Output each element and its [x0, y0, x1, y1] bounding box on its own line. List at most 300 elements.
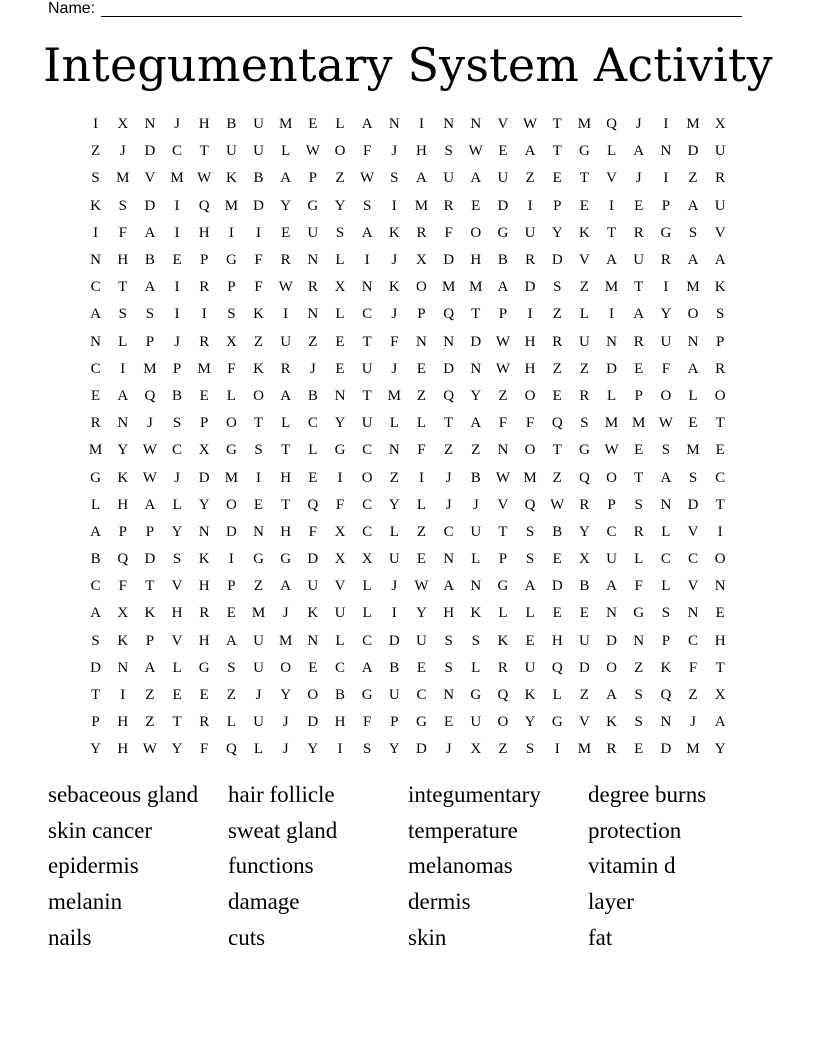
grid-letter[interactable]: F [634, 578, 643, 595]
grid-letter[interactable]: M [604, 415, 619, 432]
grid-letter[interactable]: T [145, 578, 155, 595]
grid-letter[interactable]: E [552, 605, 562, 622]
grid-letter[interactable]: C [90, 279, 101, 296]
grid-letter[interactable]: B [172, 387, 183, 404]
grid-letter[interactable]: A [280, 578, 292, 595]
grid-letter[interactable]: N [443, 333, 455, 350]
grid-letter[interactable]: D [416, 741, 427, 758]
grid-letter[interactable]: M [251, 605, 266, 622]
grid-letter[interactable]: B [389, 659, 400, 676]
grid-letter[interactable]: X [334, 279, 346, 296]
grid-letter[interactable]: Z [335, 170, 345, 187]
grid-letter[interactable]: N [144, 116, 156, 133]
grid-letter[interactable]: L [416, 496, 427, 513]
grid-letter[interactable]: K [497, 632, 509, 649]
grid-letter[interactable]: W [142, 741, 157, 758]
grid-letter[interactable]: R [579, 387, 590, 404]
grid-letter[interactable]: U [443, 170, 455, 187]
grid-letter[interactable]: D [660, 741, 672, 758]
grid-letter[interactable]: S [118, 197, 127, 214]
grid-letter[interactable]: P [227, 279, 236, 296]
grid-letter[interactable]: V [578, 714, 590, 731]
grid-letter[interactable]: E [172, 687, 182, 704]
grid-letter[interactable]: A [497, 279, 509, 296]
grid-letter[interactable]: E [416, 659, 427, 676]
grid-letter[interactable]: A [714, 714, 726, 731]
grid-letter[interactable]: H [117, 496, 129, 513]
grid-letter[interactable]: J [119, 143, 126, 160]
grid-letter[interactable]: D [551, 578, 563, 595]
grid-letter[interactable]: A [144, 659, 156, 676]
name-underline[interactable] [101, 1, 742, 17]
grid-letter[interactable]: A [90, 605, 101, 622]
grid-letter[interactable]: N [307, 252, 319, 269]
grid-letter[interactable]: P [200, 415, 209, 432]
grid-letter[interactable]: J [282, 714, 289, 731]
grid-letter[interactable]: R [579, 496, 590, 513]
grid-letter[interactable]: K [253, 306, 264, 323]
grid-letter[interactable]: O [225, 415, 237, 432]
grid-letter[interactable]: M [88, 442, 103, 459]
grid-letter[interactable]: Y [171, 523, 183, 540]
grid-letter[interactable]: C [688, 551, 699, 568]
grid-letter[interactable]: G [90, 469, 101, 486]
grid-letter[interactable]: D [606, 632, 617, 649]
grid-letter[interactable]: T [118, 279, 128, 296]
grid-letter[interactable]: B [90, 551, 101, 568]
grid-letter[interactable]: Z [253, 578, 264, 595]
grid-letter[interactable]: I [717, 523, 723, 540]
grid-letter[interactable]: N [660, 143, 672, 160]
grid-letter[interactable]: J [472, 496, 479, 513]
grid-letter[interactable]: T [172, 714, 182, 731]
grid-letter[interactable]: R [633, 333, 644, 350]
grid-letter[interactable]: U [253, 714, 264, 731]
grid-letter[interactable]: R [525, 252, 536, 269]
grid-letter[interactable]: L [118, 333, 128, 350]
grid-letter[interactable]: A [225, 632, 237, 649]
grid-letter[interactable]: D [144, 197, 156, 214]
grid-letter[interactable]: P [498, 551, 508, 568]
grid-letter[interactable]: I [228, 551, 234, 568]
grid-letter[interactable]: E [471, 197, 481, 214]
grid-letter[interactable]: S [254, 442, 263, 459]
grid-letter[interactable]: T [362, 387, 372, 404]
grid-letter[interactable]: U [253, 659, 264, 676]
grid-letter[interactable]: E [308, 659, 318, 676]
grid-letter[interactable]: B [253, 170, 264, 187]
grid-letter[interactable]: J [391, 252, 398, 269]
grid-letter[interactable]: E [634, 741, 644, 758]
grid-letter[interactable]: E [226, 605, 236, 622]
grid-letter[interactable]: L [471, 659, 481, 676]
grid-letter[interactable]: L [226, 387, 236, 404]
grid-letter[interactable]: L [335, 306, 345, 323]
grid-letter[interactable]: A [660, 469, 672, 486]
grid-letter[interactable]: M [604, 279, 619, 296]
grid-letter[interactable]: D [253, 197, 264, 214]
grid-letter[interactable]: U [606, 551, 617, 568]
grid-letter[interactable]: Z [471, 442, 481, 459]
grid-letter[interactable]: W [495, 360, 510, 377]
grid-letter[interactable]: E [634, 442, 644, 459]
grid-letter[interactable]: T [90, 687, 101, 704]
grid-letter[interactable]: D [497, 197, 509, 214]
grid-letter[interactable]: T [606, 224, 617, 241]
grid-letter[interactable]: R [280, 360, 291, 377]
grid-letter[interactable]: D [388, 632, 400, 649]
grid-letter[interactable]: W [468, 143, 483, 160]
grid-letter[interactable]: B [579, 578, 590, 595]
grid-letter[interactable]: T [552, 116, 562, 133]
grid-letter[interactable]: M [143, 360, 157, 377]
grid-letter[interactable]: K [117, 469, 129, 486]
grid-letter[interactable]: G [416, 714, 427, 731]
grid-letter[interactable]: X [578, 551, 590, 568]
grid-letter[interactable]: D [307, 551, 319, 568]
grid-letter[interactable]: C [334, 659, 345, 676]
grid-letter[interactable]: S [716, 306, 725, 323]
grid-letter[interactable]: M [116, 170, 130, 187]
grid-letter[interactable]: M [224, 469, 239, 486]
grid-letter[interactable]: F [362, 143, 372, 160]
grid-letter[interactable]: H [117, 741, 129, 758]
grid-letter[interactable]: O [361, 469, 373, 486]
grid-letter[interactable]: O [714, 387, 726, 404]
grid-letter[interactable]: A [443, 578, 455, 595]
grid-letter[interactable]: E [634, 360, 644, 377]
grid-letter[interactable]: P [417, 306, 426, 323]
grid-letter[interactable]: R [416, 224, 427, 241]
grid-letter[interactable]: D [144, 551, 156, 568]
grid-letter[interactable]: S [145, 306, 155, 323]
grid-letter[interactable]: H [524, 333, 536, 350]
grid-letter[interactable]: C [90, 578, 101, 595]
grid-letter[interactable]: A [524, 578, 536, 595]
grid-letter[interactable]: A [606, 252, 617, 269]
grid-letter[interactable]: W [278, 279, 293, 296]
grid-letter[interactable]: G [497, 224, 509, 241]
grid-letter[interactable]: T [281, 496, 291, 513]
grid-letter[interactable]: F [254, 252, 263, 269]
grid-letter[interactable]: A [90, 523, 101, 540]
grid-letter[interactable]: D [90, 659, 101, 676]
grid-letter[interactable]: O [470, 224, 482, 241]
grid-letter[interactable]: O [660, 387, 672, 404]
grid-letter[interactable]: N [470, 116, 482, 133]
grid-letter[interactable]: I [337, 741, 343, 758]
grid-letter[interactable]: N [90, 333, 101, 350]
grid-letter[interactable]: Z [579, 360, 589, 377]
grid-letter[interactable]: R [497, 659, 508, 676]
grid-letter[interactable]: P [145, 523, 155, 540]
grid-letter[interactable]: H [198, 632, 210, 649]
grid-letter[interactable]: C [172, 442, 183, 459]
grid-letter[interactable]: S [525, 523, 535, 540]
grid-letter[interactable]: M [577, 741, 592, 758]
grid-letter[interactable]: A [714, 252, 726, 269]
grid-letter[interactable]: M [523, 469, 537, 486]
grid-letter[interactable]: Z [416, 387, 427, 404]
grid-letter[interactable]: R [633, 224, 644, 241]
grid-letter[interactable]: Z [634, 659, 644, 676]
grid-letter[interactable]: L [90, 496, 101, 513]
grid-letter[interactable]: N [660, 496, 672, 513]
grid-letter[interactable]: F [390, 333, 399, 350]
grid-letter[interactable]: E [579, 197, 589, 214]
grid-letter[interactable]: T [444, 415, 454, 432]
grid-letter[interactable]: P [91, 714, 100, 731]
grid-letter[interactable]: G [497, 578, 509, 595]
grid-letter[interactable]: H [470, 252, 482, 269]
grid-letter[interactable]: A [606, 578, 617, 595]
grid-letter[interactable]: Q [524, 496, 536, 513]
grid-letter[interactable]: S [390, 170, 399, 187]
grid-letter[interactable]: T [715, 659, 725, 676]
grid-letter[interactable]: H [524, 360, 536, 377]
grid-letter[interactable]: O [524, 442, 536, 459]
grid-letter[interactable]: V [171, 632, 183, 649]
grid-letter[interactable]: M [197, 360, 211, 377]
grid-letter[interactable]: L [335, 116, 345, 133]
grid-letter[interactable]: Z [688, 170, 698, 187]
grid-letter[interactable]: N [443, 687, 455, 704]
grid-letter[interactable]: U [660, 333, 672, 350]
grid-letter[interactable]: Y [280, 197, 292, 214]
grid-letter[interactable]: I [256, 469, 262, 486]
grid-letter[interactable]: Z [525, 170, 535, 187]
grid-letter[interactable]: Q [660, 687, 672, 704]
grid-letter[interactable]: M [469, 279, 483, 296]
grid-letter[interactable]: X [225, 333, 237, 350]
grid-letter[interactable]: V [144, 170, 156, 187]
grid-letter[interactable]: I [93, 224, 99, 241]
grid-letter[interactable]: L [634, 551, 644, 568]
grid-letter[interactable]: Z [90, 143, 101, 160]
grid-letter[interactable]: S [335, 224, 345, 241]
grid-letter[interactable]: T [498, 523, 508, 540]
grid-letter[interactable]: A [361, 116, 373, 133]
grid-letter[interactable]: H [198, 116, 210, 133]
grid-letter[interactable]: Z [579, 687, 589, 704]
grid-letter[interactable]: Z [579, 279, 589, 296]
grid-letter[interactable]: K [714, 279, 726, 296]
grid-letter[interactable]: G [225, 442, 237, 459]
grid-letter[interactable]: S [444, 143, 453, 160]
grid-letter[interactable]: Z [226, 687, 236, 704]
grid-letter[interactable]: Y [171, 741, 183, 758]
grid-letter[interactable]: Y [388, 496, 400, 513]
grid-letter[interactable]: I [364, 252, 370, 269]
grid-letter[interactable]: H [117, 252, 129, 269]
grid-letter[interactable]: B [307, 387, 318, 404]
grid-letter[interactable]: S [172, 551, 182, 568]
grid-letter[interactable]: O [416, 279, 427, 296]
grid-letter[interactable]: W [495, 333, 510, 350]
grid-letter[interactable]: R [660, 252, 671, 269]
grid-letter[interactable]: N [606, 605, 617, 622]
grid-letter[interactable]: N [497, 442, 509, 459]
grid-letter[interactable]: U [361, 360, 373, 377]
grid-letter[interactable]: O [606, 469, 617, 486]
grid-letter[interactable]: W [197, 170, 212, 187]
grid-letter[interactable]: X [714, 116, 726, 133]
grid-letter[interactable]: P [607, 496, 616, 513]
grid-letter[interactable]: R [280, 252, 291, 269]
grid-letter[interactable]: Q [225, 741, 237, 758]
grid-letter[interactable]: U [470, 523, 482, 540]
grid-letter[interactable]: G [334, 442, 346, 459]
grid-letter[interactable]: L [661, 523, 671, 540]
grid-letter[interactable]: U [714, 143, 726, 160]
grid-letter[interactable]: E [552, 551, 562, 568]
grid-letter[interactable]: N [90, 252, 101, 269]
grid-letter[interactable]: Z [253, 333, 264, 350]
grid-letter[interactable]: J [391, 578, 398, 595]
grid-letter[interactable]: G [280, 551, 292, 568]
grid-letter[interactable]: K [117, 632, 129, 649]
grid-letter[interactable]: Y [524, 714, 536, 731]
grid-letter[interactable]: L [525, 605, 535, 622]
grid-letter[interactable]: J [635, 170, 642, 187]
grid-letter[interactable]: H [198, 578, 210, 595]
grid-letter[interactable]: N [660, 714, 672, 731]
grid-letter[interactable]: M [441, 279, 456, 296]
grid-letter[interactable]: Z [498, 387, 508, 404]
grid-letter[interactable]: Y [334, 197, 346, 214]
grid-letter[interactable]: P [145, 632, 155, 649]
grid-letter[interactable]: L [362, 605, 372, 622]
grid-letter[interactable]: Q [198, 197, 210, 214]
grid-letter[interactable]: S [661, 605, 671, 622]
grid-letter[interactable]: T [634, 279, 644, 296]
grid-letter[interactable]: Y [117, 442, 129, 459]
grid-letter[interactable]: J [635, 116, 642, 133]
grid-letter[interactable]: F [200, 741, 209, 758]
grid-letter[interactable]: E [688, 415, 698, 432]
grid-letter[interactable]: I [174, 224, 180, 241]
grid-letter[interactable]: T [471, 306, 481, 323]
grid-letter[interactable]: I [391, 197, 397, 214]
grid-letter[interactable]: E [498, 143, 508, 160]
grid-letter[interactable]: Y [334, 415, 346, 432]
grid-letter[interactable]: T [715, 496, 725, 513]
grid-letter[interactable]: O [524, 387, 536, 404]
grid-letter[interactable]: P [634, 387, 643, 404]
grid-letter[interactable]: T [362, 333, 372, 350]
grid-letter[interactable]: V [606, 170, 617, 187]
grid-letter[interactable]: Z [688, 687, 698, 704]
grid-letter[interactable]: P [308, 170, 317, 187]
grid-letter[interactable]: Y [90, 741, 101, 758]
grid-letter[interactable]: E [579, 605, 589, 622]
grid-letter[interactable]: I [554, 741, 560, 758]
grid-letter[interactable]: V [714, 224, 726, 241]
grid-letter[interactable]: P [390, 714, 399, 731]
grid-letter[interactable]: Y [578, 523, 590, 540]
grid-letter[interactable]: X [334, 551, 346, 568]
grid-letter[interactable]: T [552, 442, 562, 459]
grid-letter[interactable]: S [227, 306, 236, 323]
grid-letter[interactable]: S [362, 741, 372, 758]
grid-letter[interactable]: M [279, 632, 293, 649]
grid-letter[interactable]: I [174, 306, 180, 323]
grid-letter[interactable]: D [307, 714, 319, 731]
grid-letter[interactable]: F [661, 360, 671, 377]
grid-letter[interactable]: X [470, 741, 482, 758]
grid-letter[interactable]: W [658, 415, 673, 432]
grid-letter[interactable]: D [225, 523, 237, 540]
grid-letter[interactable]: F [308, 523, 317, 540]
grid-letter[interactable]: J [445, 741, 452, 758]
grid-letter[interactable]: L [335, 632, 345, 649]
grid-letter[interactable]: U [524, 224, 536, 241]
grid-letter[interactable]: L [253, 741, 264, 758]
grid-letter[interactable]: Q [497, 687, 509, 704]
grid-letter[interactable]: G [225, 252, 237, 269]
grid-letter[interactable]: I [337, 469, 343, 486]
grid-letter[interactable]: I [283, 306, 289, 323]
grid-letter[interactable]: Y [307, 741, 319, 758]
grid-letter[interactable]: Y [198, 496, 210, 513]
grid-letter[interactable]: I [174, 197, 180, 214]
grid-letter[interactable]: S [525, 551, 535, 568]
grid-letter[interactable]: B [144, 252, 155, 269]
grid-letter[interactable]: M [686, 741, 700, 758]
grid-letter[interactable]: E [335, 360, 345, 377]
grid-letter[interactable]: C [362, 306, 373, 323]
grid-letter[interactable]: U [253, 632, 264, 649]
grid-letter[interactable]: S [172, 415, 182, 432]
grid-letter[interactable]: Y [551, 224, 563, 241]
grid-letter[interactable]: G [578, 143, 590, 160]
grid-letter[interactable]: W [550, 496, 565, 513]
grid-letter[interactable]: B [470, 469, 481, 486]
grid-letter[interactable]: R [199, 279, 210, 296]
grid-letter[interactable]: C [606, 523, 617, 540]
grid-letter[interactable]: G [633, 605, 645, 622]
grid-letter[interactable]: C [443, 523, 454, 540]
grid-letter[interactable]: J [391, 306, 398, 323]
grid-letter[interactable]: J [282, 741, 289, 758]
grid-letter[interactable]: J [445, 496, 452, 513]
grid-letter[interactable]: N [633, 632, 645, 649]
grid-letter[interactable]: D [524, 279, 536, 296]
grid-letter[interactable]: U [280, 333, 292, 350]
grid-letter[interactable]: T [579, 170, 589, 187]
grid-letter[interactable]: U [578, 632, 590, 649]
grid-letter[interactable]: R [90, 415, 101, 432]
grid-letter[interactable]: J [146, 415, 153, 432]
grid-letter[interactable]: W [604, 442, 619, 459]
grid-letter[interactable]: C [307, 415, 318, 432]
grid-letter[interactable]: L [688, 387, 698, 404]
grid-letter[interactable]: E [253, 496, 264, 513]
grid-letter[interactable]: L [471, 551, 481, 568]
grid-letter[interactable]: W [305, 143, 320, 160]
grid-letter[interactable]: P [661, 197, 671, 214]
grid-letter[interactable]: N [117, 415, 129, 432]
grid-letter[interactable]: V [171, 578, 183, 595]
grid-letter[interactable]: K [90, 197, 101, 214]
grid-letter[interactable]: U [470, 714, 482, 731]
grid-letter[interactable]: F [688, 659, 698, 676]
grid-letter[interactable]: Q [551, 659, 563, 676]
grid-letter[interactable]: F [118, 224, 127, 241]
grid-letter[interactable]: V [497, 496, 509, 513]
grid-letter[interactable]: A [144, 224, 156, 241]
grid-letter[interactable]: E [199, 687, 209, 704]
